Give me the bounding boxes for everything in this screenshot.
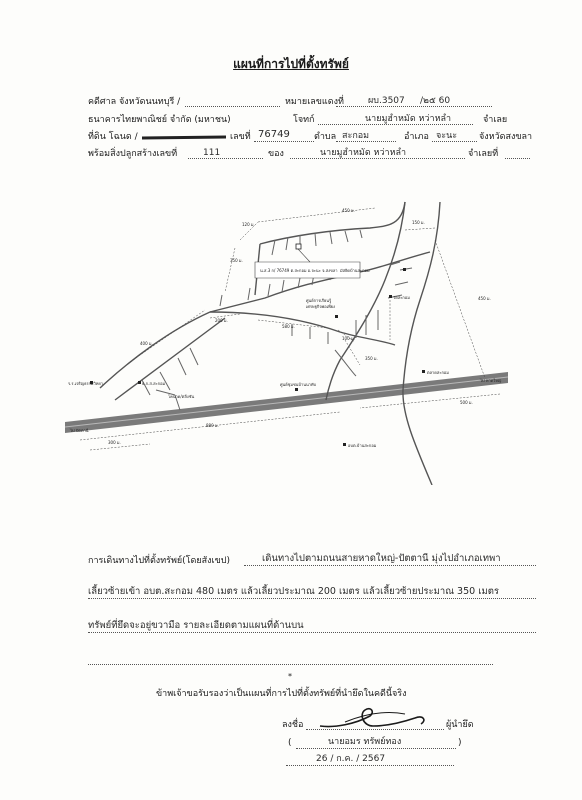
label-to-pattani: ไป ปัตตานี: [70, 428, 89, 433]
road-right: [403, 202, 440, 485]
road-top: [260, 202, 405, 244]
building-number: 111: [203, 148, 221, 158]
defendant-name: นายมูฮำหมัด หว่าหลำ: [365, 114, 452, 124]
label-market: ตลาดสะกอม: [427, 370, 449, 375]
building-label: พร้อมสิ่งปลูกสร้างเลขที่: [88, 149, 178, 159]
owner-label: ของ: [268, 149, 284, 159]
distance-120: 120 ม.: [242, 222, 255, 227]
distance-350-a: 350 ม.: [230, 258, 243, 263]
label-center-top: ศูนย์การเรียนรู้: [306, 298, 332, 303]
defendant-no-label: จำเลยที่: [468, 149, 499, 159]
side-streets: [142, 230, 412, 410]
page-title: แผนที่การไปที่ตั้งทรัพย์: [233, 57, 349, 71]
signature-mark: [315, 702, 435, 734]
plaintiff-name: ธนาคารไทยพาณิชย์ จำกัด (มหาชน): [88, 115, 231, 125]
label-tambon-office: อบต.บ้านสะกอม: [348, 443, 377, 448]
province-value: จังหวัดสงขลา: [479, 132, 533, 142]
court-label: คดีศาล จังหวัดนนทบุรี /: [88, 97, 181, 107]
road-spur: [360, 252, 430, 272]
directions-label: การเดินทางไปที่ตั้งทรัพย์(โดยสังเขป): [88, 556, 230, 566]
label-to-hatyai: ไป หาดใหญ่: [480, 378, 502, 383]
label-center-bottom: เศรษฐกิจพอเพียง: [306, 304, 336, 309]
road-upper: [100, 272, 360, 388]
paren-close: ): [458, 738, 462, 748]
property-note: น.ส.3 ก/ 76749 ต.สะกอม อ.จะนะ จ.สงขลา: [260, 268, 338, 273]
distance-580: 580 ม.: [282, 324, 295, 329]
defendant-label: จำเลย: [483, 115, 508, 125]
distance-350-b: 350 ม.: [365, 356, 378, 361]
deed-label: เลขที่: [230, 132, 251, 142]
district-label: อำเภอ: [404, 132, 429, 142]
sign-label: ลงชื่อ: [282, 720, 304, 730]
land-label: ที่ดิน โฉนด /: [88, 132, 138, 142]
deed-number: 76749: [258, 129, 290, 140]
directions-line-1: เดินทางไปตามถนนสายหาดใหญ่-ปัตตานี มุ่งไปอำเภอเทพา: [262, 553, 501, 564]
label-temple: วัดสะกอม: [393, 295, 410, 300]
label-school: ร.ร.เจริญธรรมวิทยา: [68, 381, 103, 386]
distance-450: 450 ม.: [342, 208, 355, 213]
directions-line-3: ทรัพย์ที่ยึดจะอยู่ขวามือ รายละเอียดตามแผนที่ด้านบน: [88, 620, 304, 631]
certification-statement: ข้าพเจ้าขอรับรองว่าเป็นแผนที่การไปที่ตั้งทรัพย์ที่นำยึดในคดีนี้จริง: [156, 689, 407, 699]
sign-date: 26 / ก.ค. / 2567: [316, 754, 386, 764]
subdistrict-label: ตำบล: [314, 132, 337, 142]
black-no-value: ผบ.3507: [368, 96, 405, 106]
strikethrough-mark: [142, 131, 228, 143]
label-mosque: มัสยิดบ้านสะกอม: [340, 268, 370, 273]
district-value: จะนะ: [436, 131, 458, 141]
distance-500: 500 ม.: [460, 400, 473, 405]
distance-150: 150 ม.: [412, 220, 425, 225]
location-map: [60, 200, 530, 485]
distance-400: 400 ม.: [140, 341, 153, 346]
distance-450-b: 450 ม.: [478, 296, 491, 301]
subdistrict-value: สะกอม: [342, 131, 370, 141]
plaintiff-label: โจทก์: [293, 115, 315, 125]
label-bank: ธ.ก.ส.สะกอม: [142, 381, 166, 386]
role-label: ผู้นำยึด: [446, 720, 474, 730]
paren-open: (: [288, 738, 292, 748]
center-mark: *: [288, 672, 292, 681]
label-police: โคนาด/ตลิ่งชัน: [168, 394, 195, 399]
road-lower: [115, 318, 225, 400]
year-value: /๒๕ 60: [420, 96, 451, 106]
road-vertical: [326, 202, 405, 400]
signer-name: นายอมร ทรัพย์ทอง: [328, 737, 402, 747]
directions-line-2: เลี้ยวซ้ายเข้า อบต.สะกอม 480 เมตร แล้วเลี้ยวประมาณ 200 เมตร แล้วเลี้ยวซ้ายประมาณ 350 เมตร: [88, 586, 499, 597]
black-no-label: หมายเลขแดงที่: [285, 97, 344, 107]
distance-100: 100 ม.: [342, 336, 355, 341]
distance-200: 200 ม.: [215, 318, 228, 323]
owner-name: นายมูฮำหมัด หว่าหลำ: [320, 148, 407, 158]
distance-880: 880 ม.: [206, 423, 219, 428]
distance-300: 300 ม.: [108, 440, 121, 445]
label-community-center: ศูนย์ชุมชนบ้านนาทับ: [280, 382, 317, 387]
